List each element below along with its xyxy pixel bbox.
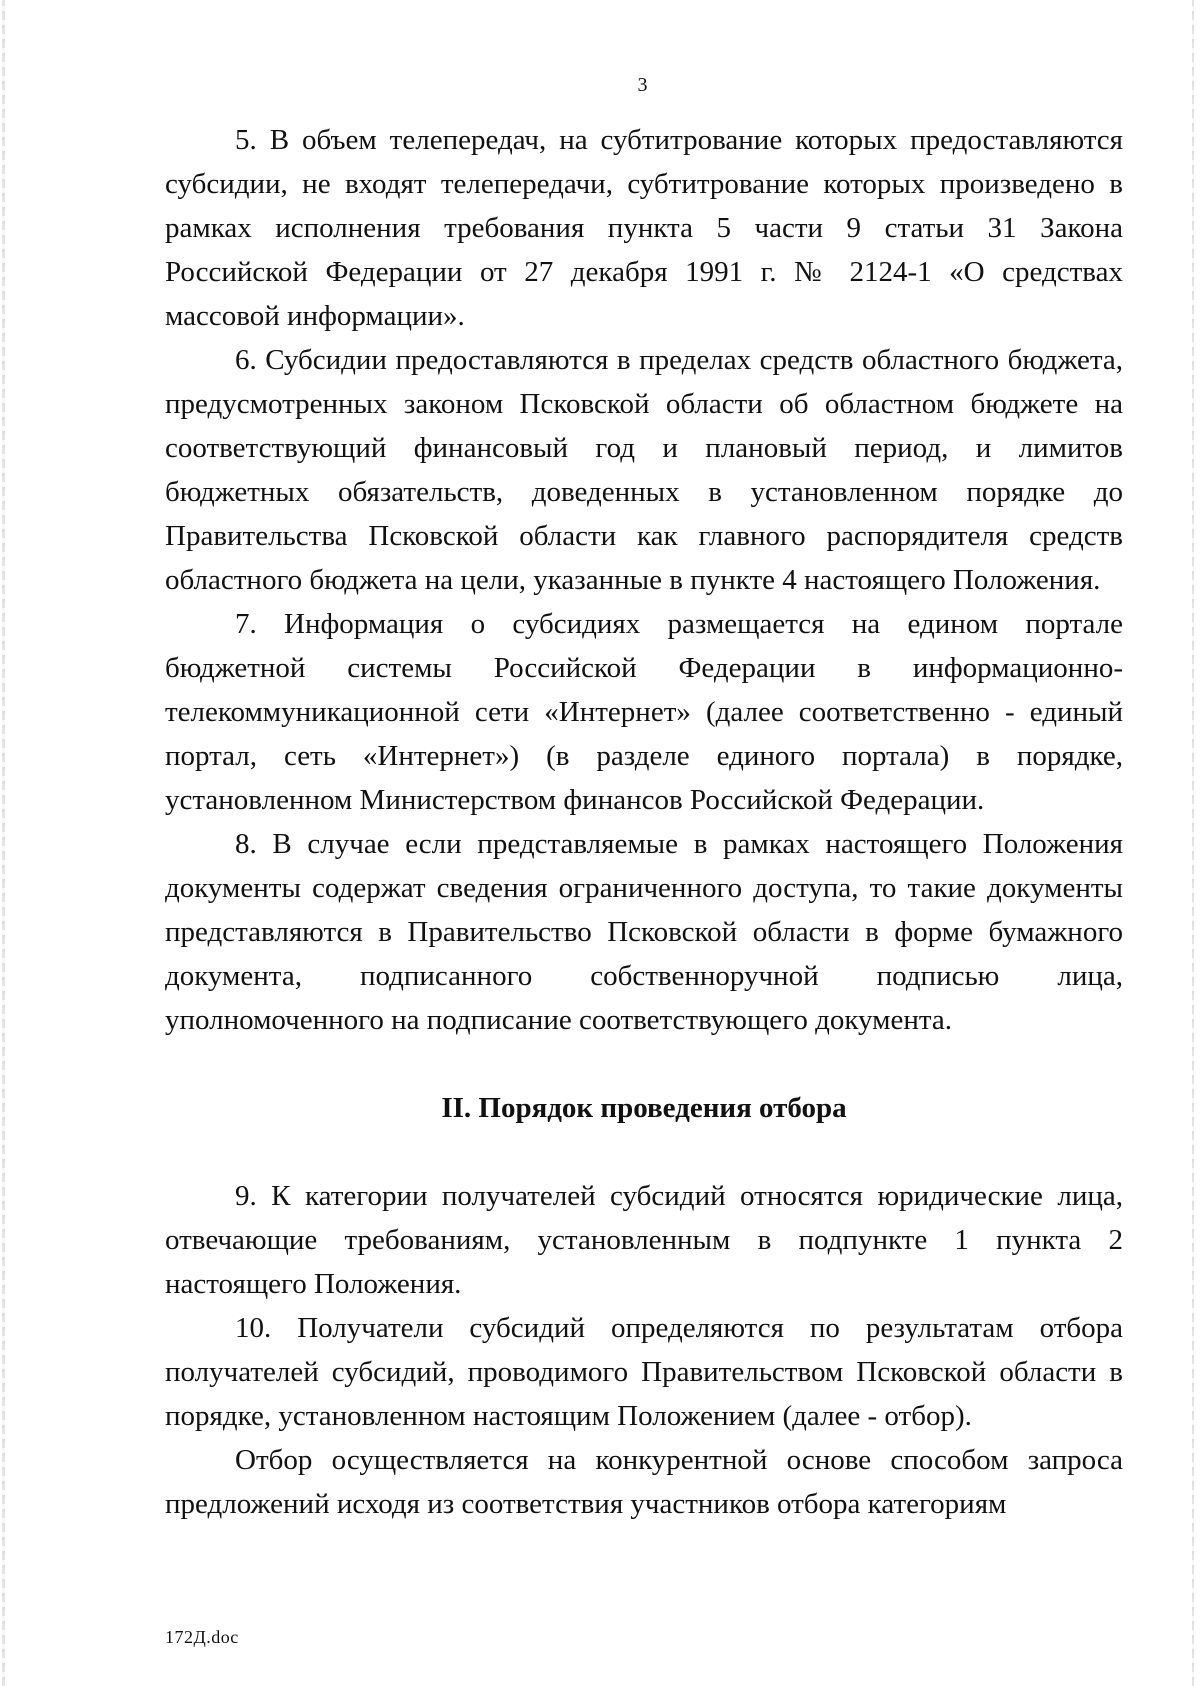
footer-filename: 172Д.doc bbox=[165, 1627, 239, 1647]
paragraph-selection-basis: Отбор осуществляется на конкурентной основе способом запроса предложений исходя из соответствия участников отбора категориям bbox=[165, 1444, 1123, 1520]
paragraph-7: 7. Информация о субсидиях размещается на едином портале бюджетной системы Российской Федерации в информационно-телекоммуникационной сети «Интернет» (далее соответственно - единый портал, сеть «Интернет») (в разделе единого портала) в порядке, установленном Министерством финансов Российской Федерации. bbox=[165, 608, 1123, 816]
page-number: 3 bbox=[637, 74, 648, 96]
paragraph-5: 5. В объем телепередач, на субтитрование которых предоставляются субсидии, не входят телепередачи, субтитрование которых произведено в рамках исполнения требования пункта 5 части 9 статьи 31 Закона Российской Федерации от 27 декабря 1991 г. № 2124-1 «О средствах массовой информации». bbox=[165, 124, 1123, 332]
paragraph-6: 6. Субсидии предоставляются в пределах средств областного бюджета, предусмотренных законом Псковской области об областном бюджете на соответствующий финансовый год и плановый период, и лимитов бюджетных обязательств, доведенных в установленном порядке до Правительства Псковской области как главного распорядителя средств областного бюджета на цели, указанные в пункте 4 настоящего Положения. bbox=[165, 344, 1123, 596]
document-body bbox=[165, 118, 1123, 1526]
paragraph-10: 10. Получатели субсидий определяются по результатам отбора получателей субсидий, проводимого Правительством Псковской области в порядке, установленном настоящим Положением (далее - отбор). bbox=[165, 1312, 1123, 1432]
scan-edge-left bbox=[2, 0, 5, 1686]
paragraph-9: 9. К категории получателей субсидий относятся юридические лица, отвечающие требованиям, установленным в подпункте 1 пункта 2 настоящего Положения. bbox=[165, 1180, 1123, 1300]
paragraph-8: 8. В случае если представляемые в рамках настоящего Положения документы содержат сведения ограниченного доступа, то такие документы представляются в Правительство Псковской области в форме бумажного документа, подписанного собственноручной подписью лица, уполномоченного на подписание соответствующего документа. bbox=[165, 828, 1123, 1036]
scan-edge-right bbox=[1192, 0, 1194, 1686]
section-heading: II. Порядок проведения отбора bbox=[441, 1092, 847, 1124]
